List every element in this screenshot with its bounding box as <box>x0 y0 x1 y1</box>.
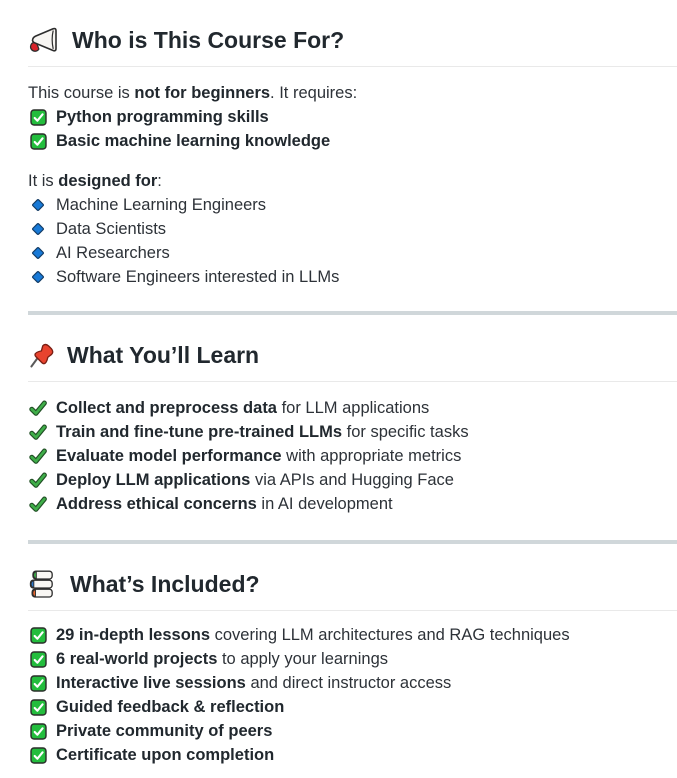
list-item-text: Interactive live sessions and direct instructor access <box>56 673 452 692</box>
list-item <box>28 217 677 241</box>
list-item-text: Private community of peers <box>56 721 273 740</box>
blue-diamond-icon <box>28 270 48 284</box>
list-item-text: Deploy LLM applications via APIs and Hugging Face <box>56 470 454 489</box>
list-item <box>28 193 677 217</box>
list-item <box>28 647 677 671</box>
section-heading-included <box>28 568 677 611</box>
list-item <box>28 420 677 444</box>
checkbox-icon <box>28 133 48 150</box>
list-item <box>28 129 677 153</box>
section-heading-audience <box>28 24 677 67</box>
checkmark-icon <box>28 448 48 464</box>
section-title: Who is This Course For? <box>72 27 345 53</box>
list-item-text: 6 real-world projects to apply your learnings <box>56 649 388 668</box>
list-item-text: Python programming skills <box>56 107 269 126</box>
list-item <box>28 396 677 420</box>
list-item <box>28 492 677 516</box>
designed-for-list <box>28 193 677 289</box>
blue-diamond-icon <box>28 198 48 212</box>
list-item <box>28 623 677 647</box>
included-list <box>28 623 677 767</box>
checkbox-icon <box>28 651 48 668</box>
designed-for-intro: It is designed for: <box>28 172 162 190</box>
checkmark-icon <box>28 496 48 512</box>
list-item-text: Address ethical concerns in AI development <box>56 494 393 513</box>
checkbox-icon <box>28 109 48 126</box>
list-item-text: Software Engineers interested in LLMs <box>56 267 340 286</box>
checkmark-icon <box>28 400 48 416</box>
pushpin-icon <box>28 342 55 369</box>
checkmark-icon <box>28 472 48 488</box>
list-item <box>28 265 677 289</box>
section-heading-learn <box>28 339 677 382</box>
list-item-text: 29 in-depth lessons covering LLM architectures and RAG techniques <box>56 625 570 644</box>
learn-list <box>28 396 677 516</box>
list-item-text: AI Researchers <box>56 243 170 262</box>
list-item <box>28 695 677 719</box>
blue-diamond-icon <box>28 222 48 236</box>
checkbox-icon <box>28 747 48 764</box>
list-item <box>28 468 677 492</box>
checkmark-icon <box>28 424 48 440</box>
checkbox-icon <box>28 723 48 740</box>
list-item <box>28 444 677 468</box>
section-divider <box>28 540 677 544</box>
list-item <box>28 743 677 767</box>
megaphone-icon <box>28 26 60 55</box>
list-item-text: Certificate upon completion <box>56 745 275 764</box>
checkbox-icon <box>28 627 48 644</box>
section-title: What’s Included? <box>70 571 260 597</box>
checkbox-icon <box>28 699 48 716</box>
list-item <box>28 719 677 743</box>
list-item-text: Basic machine learning knowledge <box>56 131 331 150</box>
blue-diamond-icon <box>28 246 48 260</box>
list-item-text: Evaluate model performance with appropriate metrics <box>56 446 462 465</box>
books-icon <box>28 570 58 599</box>
section-title: What You’ll Learn <box>67 342 260 368</box>
list-item <box>28 671 677 695</box>
list-item <box>28 105 677 129</box>
checkbox-icon <box>28 675 48 692</box>
audience-intro: This course is not for beginners. It requires: <box>28 84 358 102</box>
section-divider <box>28 311 677 315</box>
list-item-text: Train and fine-tune pre-trained LLMs for specific tasks <box>56 422 469 441</box>
list-item <box>28 241 677 265</box>
list-item-text: Guided feedback & reflection <box>56 697 285 716</box>
list-item-text: Machine Learning Engineers <box>56 195 267 214</box>
list-item-text: Collect and preprocess data for LLM applications <box>56 398 430 417</box>
requirements-list <box>28 105 677 153</box>
list-item-text: Data Scientists <box>56 219 167 238</box>
